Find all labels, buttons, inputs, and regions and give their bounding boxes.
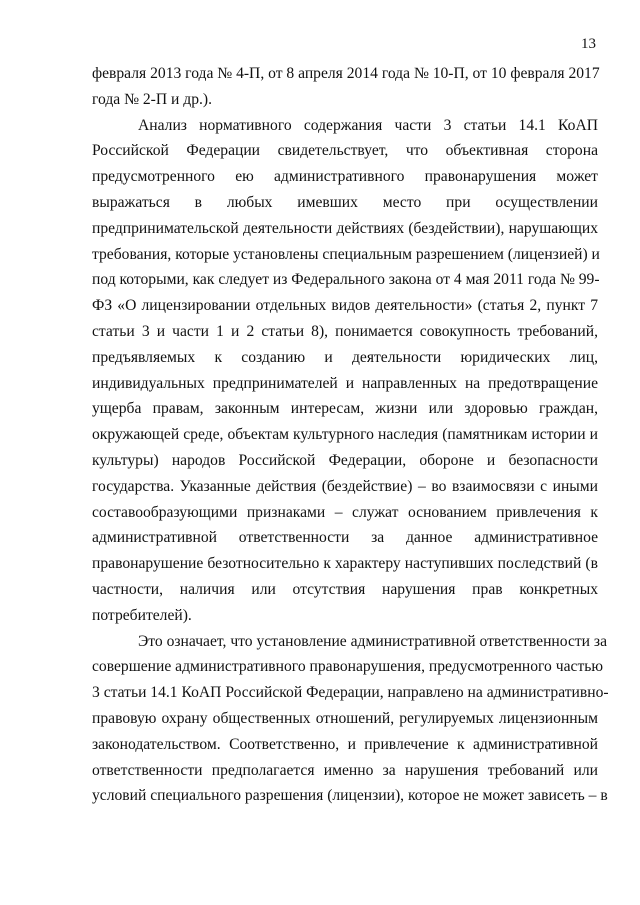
- text-line: года № 2-П и др.).: [92, 90, 212, 108]
- text-line: выражаться в любых имевших место при осуществлении: [92, 193, 598, 211]
- text-line: Российской Федерации свидетельствует, что объективная сторона: [92, 142, 598, 160]
- text-line: индивидуальных предпринимателей и направленных на предотвращение: [92, 374, 598, 392]
- text-line: частности, наличия или отсутствия нарушения прав конкретных: [92, 580, 598, 598]
- text-line: 3 статьи 14.1 КоАП Российской Федерации, направлено на административно-: [92, 684, 609, 702]
- text-line: предъявляемых к созданию и деятельности юридических лиц,: [92, 348, 598, 366]
- text-line: условий специального разрешения (лицензии), которое не может зависеть – в: [92, 787, 608, 805]
- document-body: [92, 61, 609, 809]
- text-line: государства. Указанные действия (бездействие) – во взаимосвязи с иными: [92, 477, 598, 495]
- text-line: Это означает, что установление административной ответственности за: [138, 632, 607, 650]
- text-line: Анализ нормативного содержания части 3 статьи 14.1 КоАП: [138, 116, 598, 134]
- text-line: ущерба правам, законным интересам, жизни или здоровью граждан,: [92, 400, 598, 418]
- text-line: ответственности предполагается именно за нарушения требований или: [92, 761, 598, 779]
- text-line: культуры) народов Российской Федерации, обороне и безопасности: [92, 451, 598, 469]
- text-line: предусмотренного ею административного правонарушения может: [92, 168, 598, 186]
- text-line: правовую охрану общественных отношений, регулируемых лицензионным: [92, 709, 598, 727]
- text-line: законодательством. Соответственно, и привлечение к административной: [92, 735, 598, 753]
- text-line: правонарушение безотносительно к характеру наступивших последствий (в: [92, 555, 598, 573]
- text-line: предпринимательской деятельности действиях (бездействии), нарушающих: [92, 219, 598, 237]
- text-line: требования, которые установлены специальным разрешением (лицензией) и: [92, 245, 600, 263]
- text-line: потребителей).: [92, 606, 192, 624]
- text-line: статьи 3 и части 1 и 2 статьи 8), понимается совокупность требований,: [92, 322, 598, 340]
- text-line: ФЗ «О лицензировании отдельных видов деятельности» (статья 2, пункт 7: [92, 297, 598, 315]
- text-line: под которыми, как следует из Федерального закона от 4 мая 2011 года № 99-: [92, 271, 600, 289]
- text-line: составообразующими признаками – служат основанием привлечения к: [92, 503, 598, 521]
- text-line: совершение административного правонарушения, предусмотренного частью: [92, 658, 604, 676]
- text-line: административной ответственности за данное административное: [92, 529, 598, 547]
- page-number: 13: [581, 36, 596, 52]
- text-line: февраля 2013 года № 4-П, от 8 апреля 2014 года № 10-П, от 10 февраля 2017: [92, 65, 600, 82]
- text-line: окружающей среде, объектам культурного наследия (памятникам истории и: [92, 426, 598, 444]
